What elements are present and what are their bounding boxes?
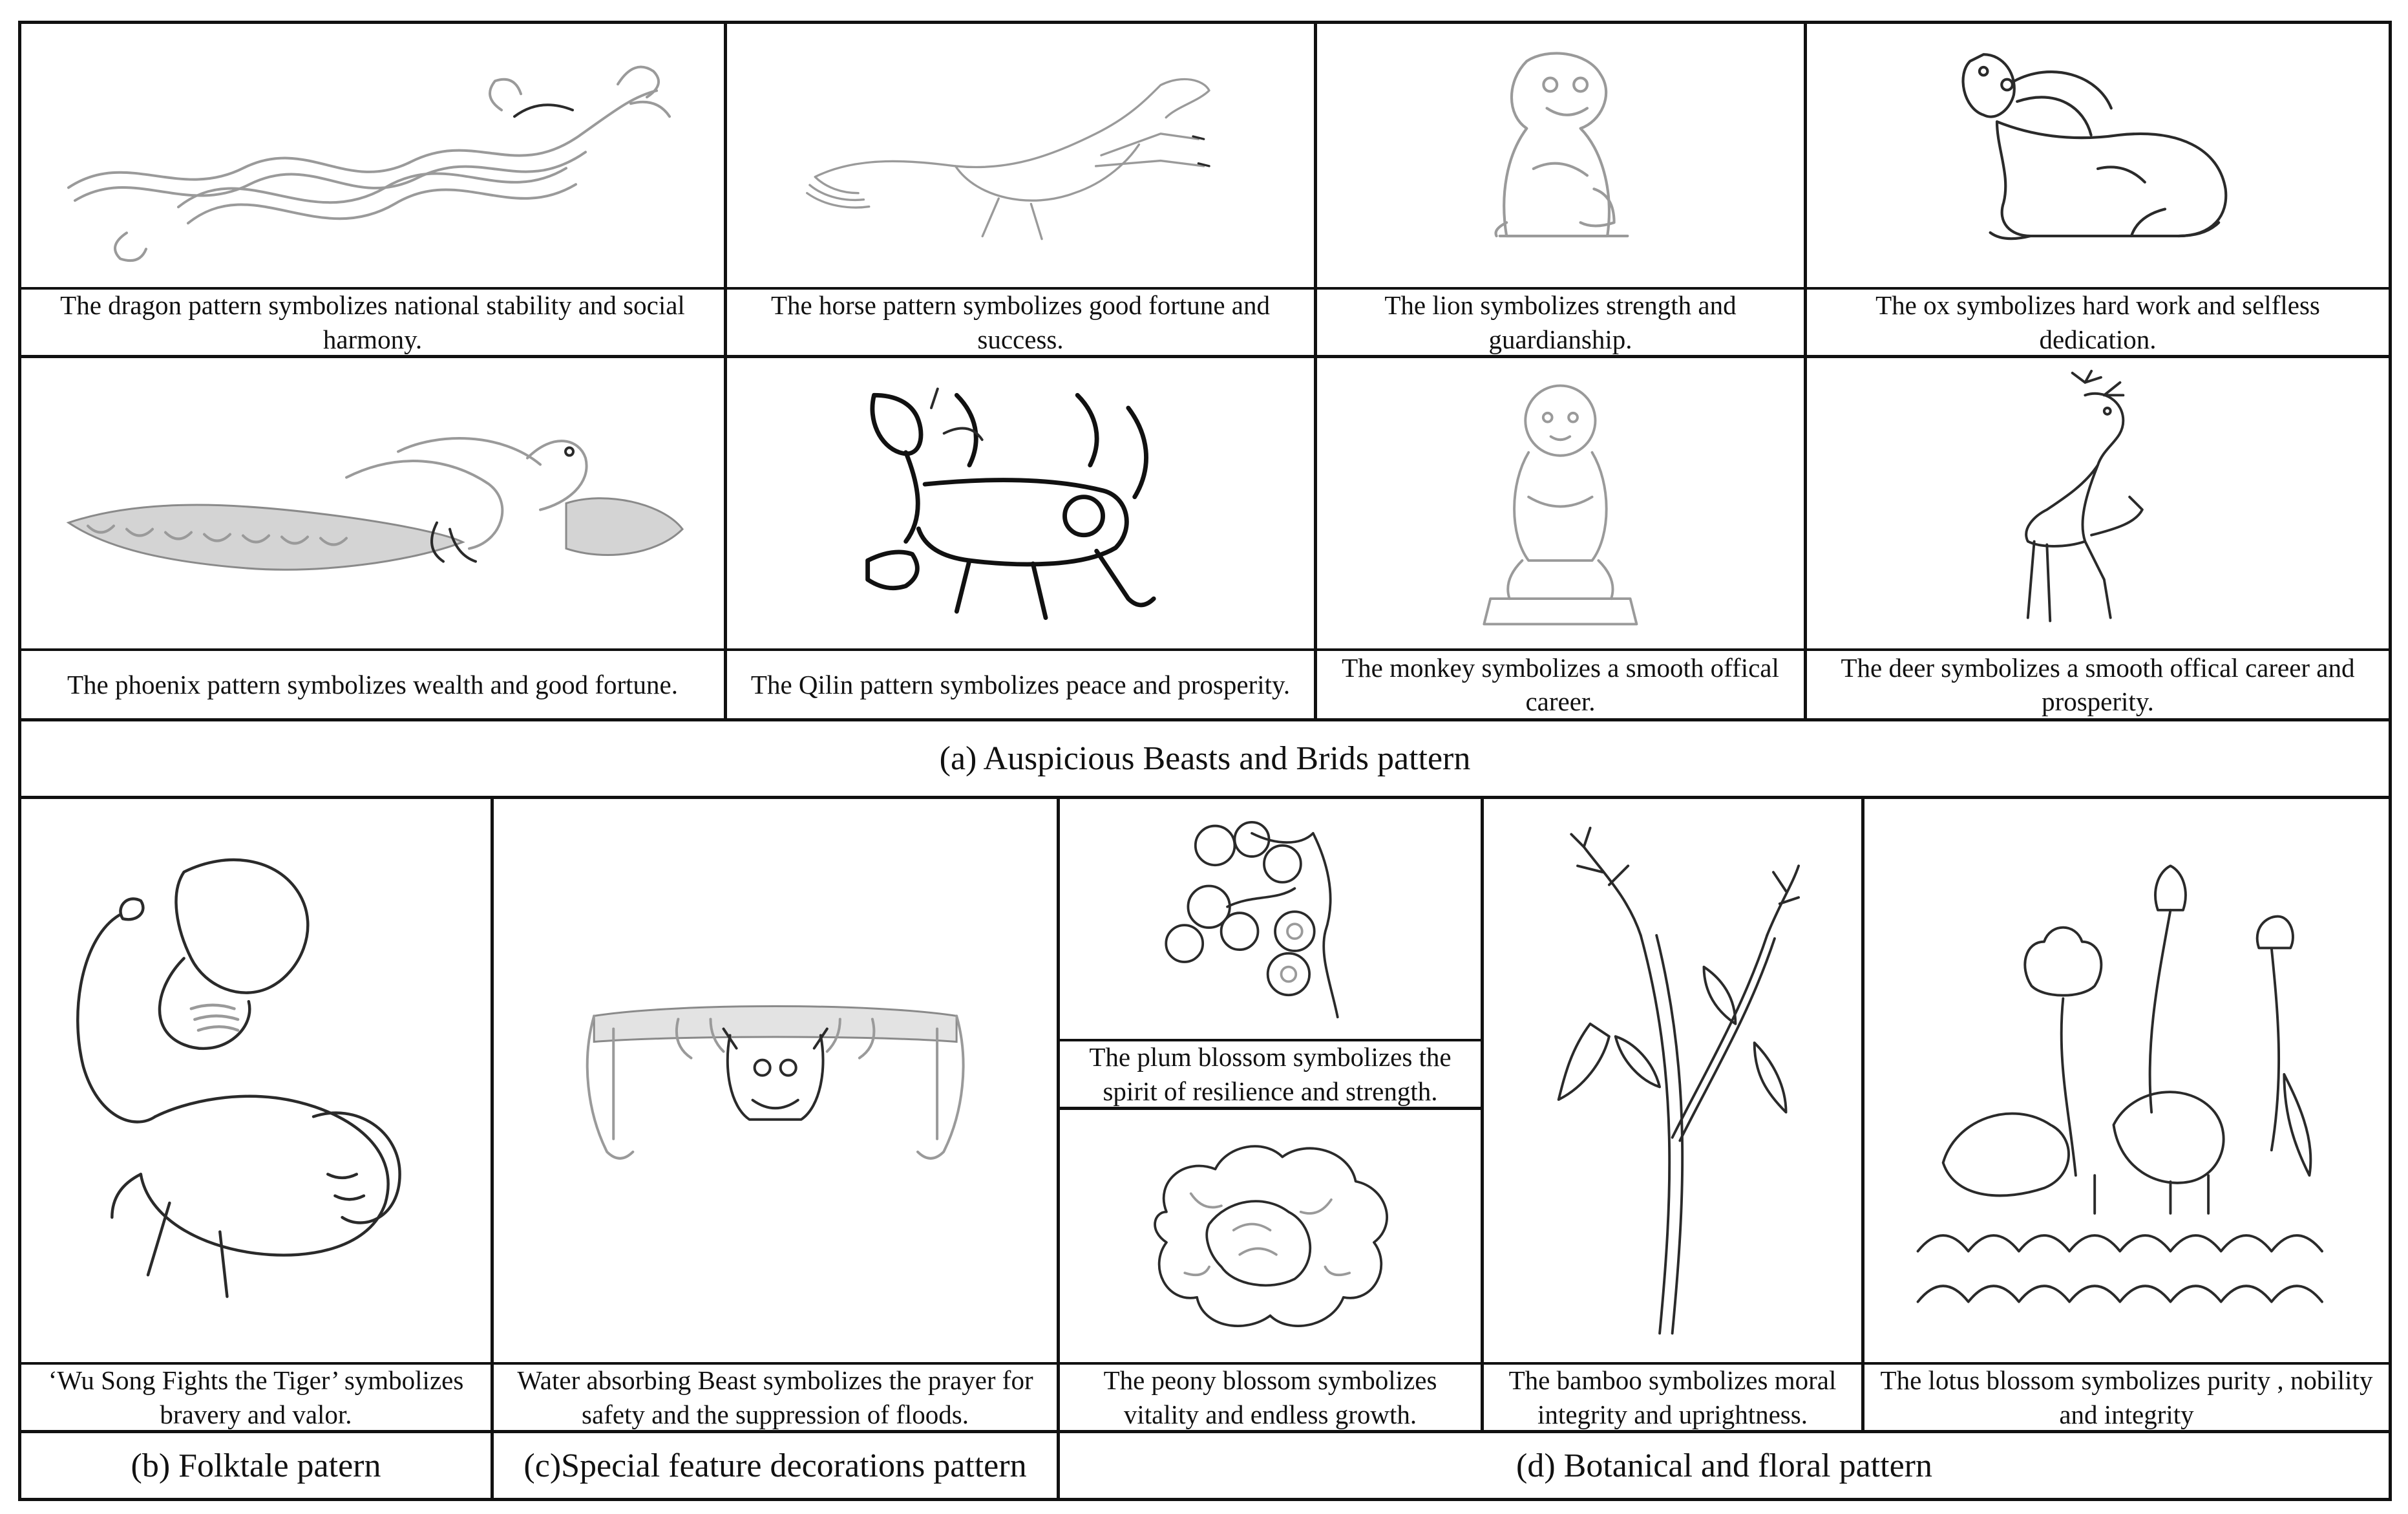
dragon-pattern-icon	[49, 34, 695, 276]
wu-song-tiger-icon	[40, 822, 472, 1339]
section-a-label: (a) Auspicious Beasts and Brids pattern	[18, 718, 2392, 799]
bamboo-caption: The bamboo symbolizes moral integrity and uprightness.	[1484, 1362, 1861, 1430]
wu-song-caption: ‘Wu Song Fights the Tiger’ symbolizes bravery and valor.	[21, 1362, 491, 1430]
peony-blossom-icon	[1077, 1120, 1464, 1352]
horse-caption: The horse pattern symbolizes good fortune and success.	[727, 287, 1314, 355]
water-beast-caption: Water absorbing Beast symbolizes the prayer for safety and the suppression of floods.	[494, 1362, 1057, 1430]
deer-panel	[1804, 355, 2392, 721]
ox-caption: The ox symbolizes hard work and selfless dedication.	[1807, 287, 2389, 355]
lotus-blossom-caption: The lotus blossom symbolizes purity , nobility and integrity	[1864, 1362, 2389, 1430]
lotus-blossom-panel	[1861, 796, 2392, 1433]
section-b-label: (b) Folktale patern	[18, 1430, 494, 1501]
monkey-caption: The monkey symbolizes a smooth offical career.	[1317, 648, 1804, 718]
section-d-label: (d) Botanical and floral pattern	[1057, 1430, 2392, 1501]
monkey-pattern-icon	[1336, 370, 1784, 637]
phoenix-pattern-icon	[49, 370, 695, 637]
plum-blossom-icon	[1077, 809, 1464, 1029]
plum-blossom-caption: The plum blossom symbolizes the spirit of resilience and strength.	[1060, 1039, 1481, 1107]
section-c-label: (c)Special feature decorations pattern	[491, 1430, 1060, 1501]
deer-pattern-icon	[1830, 370, 2365, 637]
dragon-caption: The dragon pattern symbolizes national stability and social harmony.	[21, 287, 724, 355]
monkey-panel	[1314, 355, 1807, 721]
bamboo-panel	[1481, 796, 1864, 1433]
lion-panel	[1314, 21, 1807, 358]
lion-caption: The lion symbolizes strength and guardianship.	[1317, 287, 1804, 355]
horse-pattern-icon	[750, 34, 1290, 276]
horse-panel	[724, 21, 1317, 358]
lion-pattern-icon	[1336, 34, 1784, 276]
deer-caption: The deer symbolizes a smooth offical career and prosperity.	[1807, 648, 2389, 718]
wu-song-panel	[18, 796, 494, 1433]
qilin-caption: The Qilin pattern symbolizes peace and prosperity.	[727, 648, 1314, 718]
ox-pattern-icon	[1830, 34, 2365, 276]
plum-blossom-panel	[1057, 796, 1484, 1110]
peony-blossom-panel	[1057, 1107, 1484, 1433]
phoenix-caption: The phoenix pattern symbolizes wealth and good fortune.	[21, 648, 724, 718]
qilin-pattern-icon	[750, 370, 1290, 637]
peony-blossom-caption: The peony blossom symbolizes vitality and endless growth.	[1060, 1362, 1481, 1430]
qilin-panel	[724, 355, 1317, 721]
phoenix-panel	[18, 355, 727, 721]
dragon-panel	[18, 21, 727, 358]
water-beast-panel	[491, 796, 1060, 1433]
bamboo-icon	[1499, 822, 1846, 1339]
ox-panel	[1804, 21, 2392, 358]
water-beast-icon	[516, 822, 1034, 1339]
lotus-blossom-icon	[1885, 822, 2367, 1339]
